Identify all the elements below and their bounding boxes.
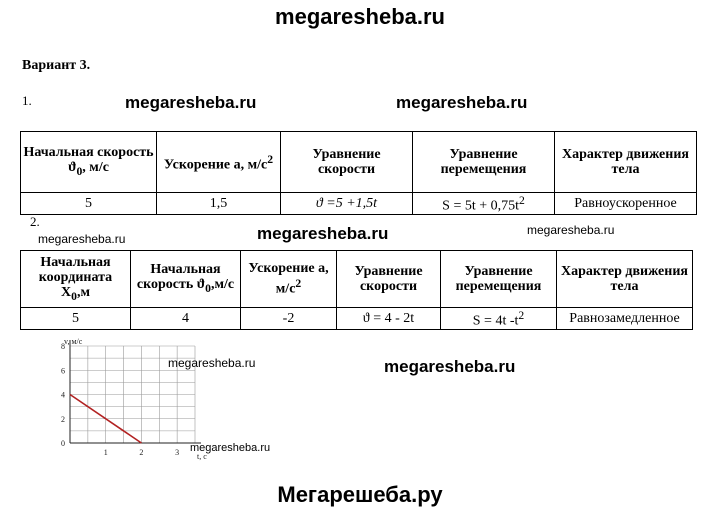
y-tick-label: 4 [61, 390, 65, 400]
task1-header-row [21, 132, 697, 193]
watermark-row2-left: megaresheba.ru [38, 232, 126, 246]
task1-number: 1. [22, 93, 32, 108]
y-tick-label: 0 [61, 439, 65, 448]
task1-header-displacement-equation: Уравнение перемещения [413, 132, 555, 193]
x-tick-label: 2 [139, 448, 144, 457]
task2-header-acceleration: Ускорение a, $м/с^2$ [241, 251, 337, 308]
task2-header-initial-velocity: Начальная скорость $ϑ_0,м/с$ [131, 251, 241, 308]
watermark-graph-bottom: megaresheba.ru [190, 442, 271, 454]
task1-cell-displacement-equation: $S = 5t + 0,75t^2$ [413, 193, 555, 215]
task2-number: 2. [30, 214, 40, 229]
task2-data-row [21, 308, 693, 330]
y-tick-label: 8 [61, 342, 65, 351]
task2-header-motion-type: Характер движения тела [557, 251, 693, 308]
task1-header-velocity-equation: Уравнение скорости [281, 132, 413, 193]
task2-cell-initial-velocity: 4 [131, 308, 241, 330]
task1-cell-motion-type: Равноускоренное [555, 193, 697, 215]
task2-table [20, 250, 693, 330]
y-tick-label: 2 [61, 414, 65, 424]
task2-header-row [21, 251, 693, 308]
task1-header-initial-velocity: Начальная скорость $ϑ_0$, м/с [21, 132, 157, 193]
x-tick-label: 3 [175, 448, 180, 457]
task2-header-displacement-equation: Уравнение перемещения [441, 251, 557, 308]
task2-cell-motion-type: Равнозамедленное [557, 308, 693, 330]
task2-header-initial-coordinate: Начальная координата $X_0,м$ [21, 251, 131, 308]
task1-cell-velocity-equation: ϑ =5 +1,5t [281, 193, 413, 215]
task1-table [20, 131, 697, 215]
x-tick-label: 1 [103, 448, 108, 457]
watermark-row1-right: megaresheba.ru [396, 93, 528, 112]
task2-cell-acceleration: -2 [241, 308, 337, 330]
task1-cell-acceleration: 1,5 [157, 193, 281, 215]
graph-x-axis-label: t, с [197, 452, 207, 461]
graph-y-axis-label: v, м/с [64, 337, 83, 346]
watermark-graph-right: megaresheba.ru [384, 357, 516, 376]
task2-cell-displacement-equation: S = 4t $-t^2$ [441, 308, 557, 330]
watermark-graph-top: megaresheba.ru [168, 356, 256, 370]
task1-cell-initial-velocity: 5 [21, 193, 157, 215]
watermark-row1-left: megaresheba.ru [125, 93, 257, 112]
watermark-row2-center: megaresheba.ru [257, 224, 389, 243]
y-tick-label: 6 [61, 366, 65, 376]
variant-title: Вариант 3. [22, 58, 91, 73]
watermark-row2-right: megaresheba.ru [527, 223, 615, 237]
task2-cell-initial-coordinate: 5 [21, 308, 131, 330]
footer-watermark: Мегарешеба.ру [277, 482, 443, 507]
task1-header-acceleration: Ускорение a, $м/с^2$ [157, 132, 281, 193]
task2-header-velocity-equation: Уравнение скорости [337, 251, 441, 308]
task2-cell-velocity-equation: ϑ = 4 - 2t [337, 308, 441, 330]
task1-data-row [21, 193, 697, 215]
watermark-top: megaresheba.ru [275, 4, 445, 29]
task1-header-motion-type: Характер движения тела [555, 132, 697, 193]
